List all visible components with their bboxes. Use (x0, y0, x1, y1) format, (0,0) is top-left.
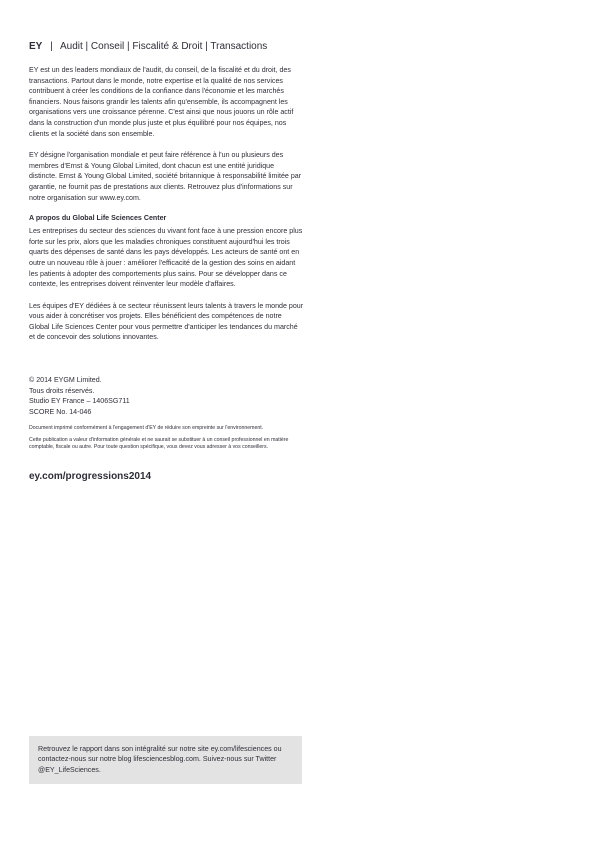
teams-paragraph: Les équipes d'EY dédiées à ce secteur réunissent leurs talents à travers le monde pour vous aider à concrétiser vos projets. Elles bénéficient des compétences de notre Global Life Sciences Center pour vous permettre d'anticiper les tendances du marché et de concevoir des solutions innovantes. (29, 301, 304, 342)
footer-text: Retrouvez le rapport dans son intégralité sur notre site ey.com/lifesciences ou contactez-nous sur notre blog lifesciencesblog.com. Suivez-nous sur Twitter @EY_LifeSciences. (38, 745, 282, 774)
print-note: Document imprimé conformément à l'engagement d'EY de réduire son empreinte sur l'environnement. (29, 425, 264, 432)
rights-line: Tous droits réservés. (29, 386, 95, 395)
header-separator: | (50, 41, 53, 52)
body-text (29, 65, 304, 343)
page-header (29, 41, 267, 52)
score-line: SCORE No. 14-046 (29, 407, 92, 416)
copyright-line: © 2014 EYGM Limited. (29, 376, 102, 384)
intro-paragraph: EY est un des leaders mondiaux de l'audit, du conseil, de la fiscalité et du droit, des transactions. Partout dans le monde, notre expertise et la qualité de nos services contribuent à créer les conditions de la confiance dans l'économie et les marchés financiers. Nous faisons grandir les talents afin qu'ensemble, ils accompagnent les organisations vers une croissance pérenne. C'est ainsi que nous jouons un rôle actif dans la construction d'un monde plus juste et plus équilibré pour nos équipes, nos clients et la société dans son ensemble. (29, 66, 294, 138)
header-tagline: Audit | Conseil | Fiscalité & Droit | Transactions (59, 41, 268, 52)
about-heading: A propos du Global Life Sciences Center (29, 214, 167, 223)
progressions-link[interactable]: ey.com/progressions2014 (29, 471, 152, 482)
legal-block (29, 375, 304, 452)
organisation-paragraph: EY désigne l'organisation mondiale et peut faire référence à l'un ou plusieurs des membres d'Ernst & Young Global Limited, dont chacun est une entité juridique distincte. Ernst & Young Global Limited, société britannique à responsabilité limitée par garantie, ne fournit pas de prestations aux clients. Retrouvez plus d'informations sur notre organisation sur www.ey.com. (29, 151, 302, 202)
footer-box (29, 736, 302, 784)
studio-line: Studio EY France – 1406SG711 (29, 397, 130, 406)
brand-logo-text: EY (29, 41, 43, 52)
life-sciences-paragraph: Les entreprises du secteur des sciences du vivant font face à une pression encore plus forte sur les prix, alors que les maladies chroniques constituent aujourd'hui les trois quarts des dépenses de santé dans les pays développés. Les acteurs de santé ont en outre un nouveau rôle à jouer : améliorer l'efficacité de la gestion des soins en aidant les patients à adopter des comportements plus sains. Pour se développer dans ce contexte, les entreprises doivent réinventer leur modèle d'affaires. (29, 227, 303, 289)
disclaimer: Cette publication a valeur d'information générale et ne saurait se substituer à un conseil professionnel en matière comptable, fiscale ou autre. Pour toute question spécifique, vous devez vous adresser à vos conseillers. (29, 436, 289, 451)
